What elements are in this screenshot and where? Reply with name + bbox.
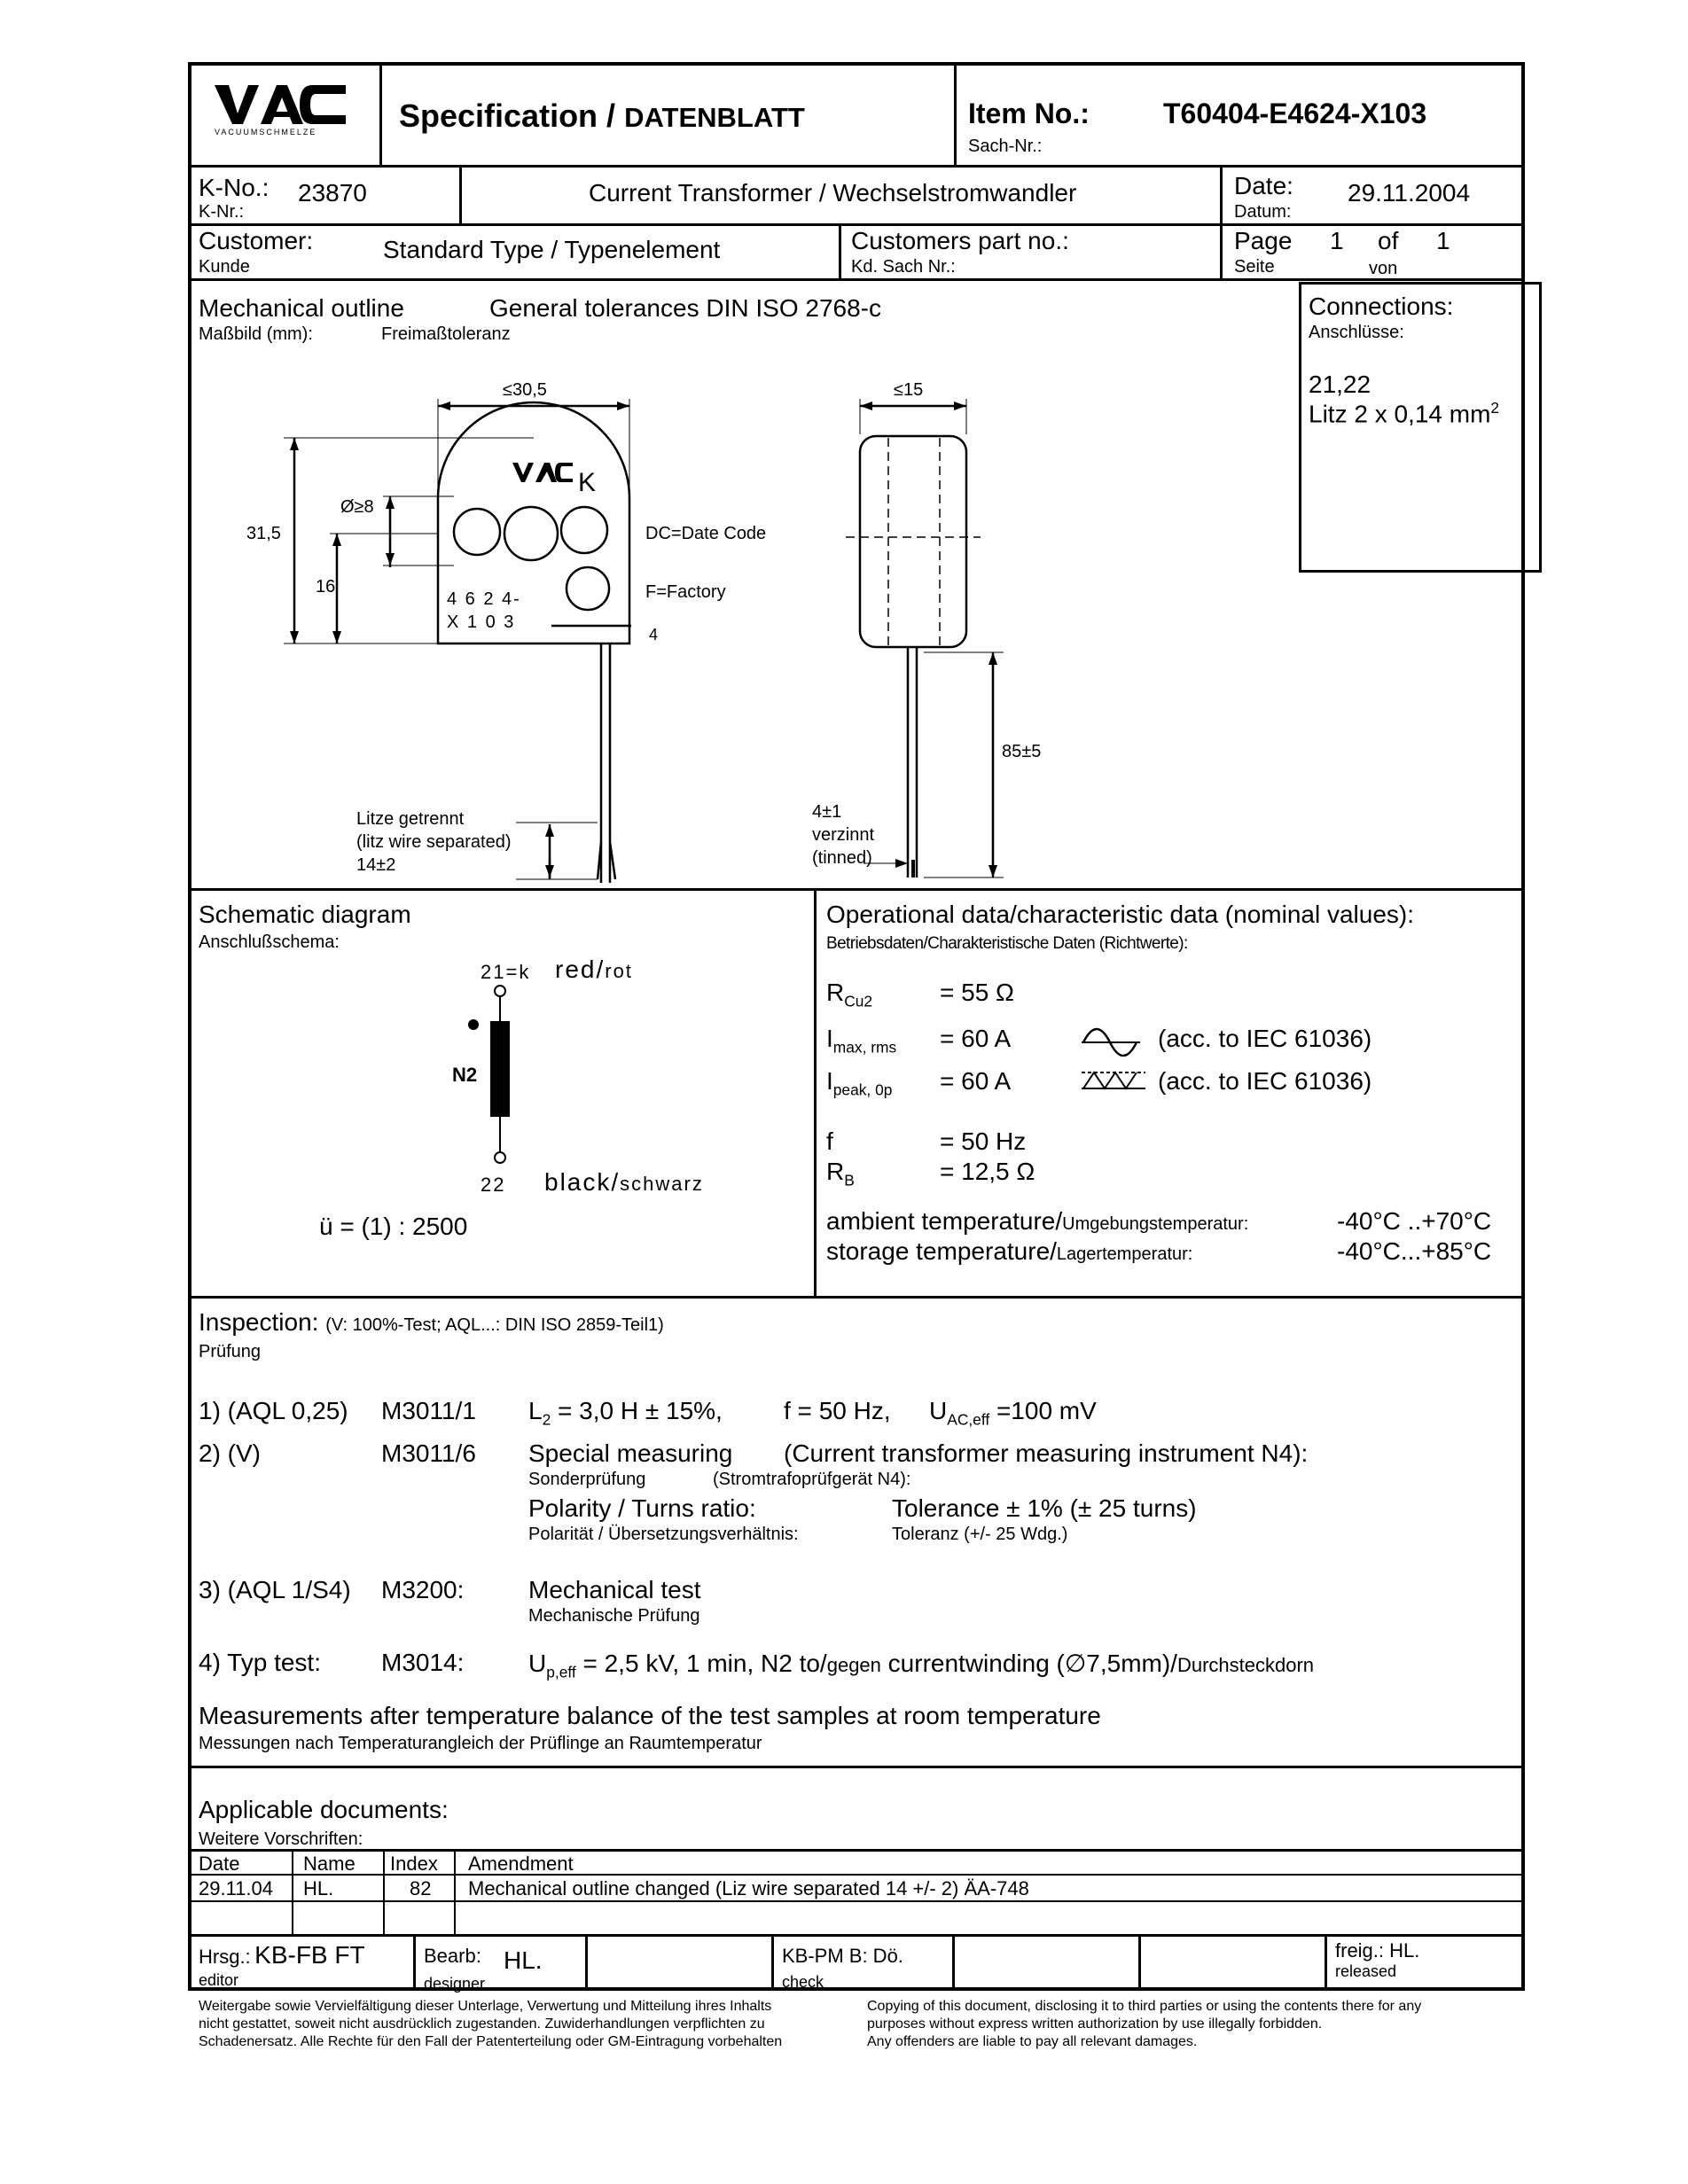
ambient-value: -40°C ..+70°C	[1337, 1207, 1492, 1235]
measurements-note: Measurements after temperature balance of the test samples at room temperature	[199, 1702, 1101, 1729]
insp3-test: Mechanical test	[528, 1576, 701, 1603]
insp1-frequency: f = 50 Hz,	[784, 1397, 891, 1424]
schematic-top-pin: 21=k	[481, 961, 531, 983]
op-note-ipeak: (acc. to IEC 61036)	[1158, 1067, 1372, 1095]
schematic-title: Schematic diagram	[199, 901, 411, 928]
vrule-item	[954, 62, 957, 167]
vac-logo-icon	[213, 83, 355, 136]
svg-text:4±1: 4±1	[812, 802, 842, 822]
vrule-f4	[952, 1934, 955, 1991]
winding-label: N2	[452, 1064, 478, 1086]
insp4-code: M3014:	[381, 1649, 465, 1676]
op-val-ipeak: = 60 A	[940, 1067, 1012, 1095]
insp1-inductance: $L_2 = 3,0$ H ± 15%,	[528, 1397, 723, 1429]
op-sym-f: f	[826, 1127, 833, 1155]
op-title-sub: Betriebsdaten/Charakteristische Daten (Richtwerte):	[826, 934, 1188, 953]
schematic-bottom-pin: 22	[481, 1174, 506, 1196]
measurements-note-sub: Messungen nach Temperaturangleich der Prüflinge an Raumtemperatur	[199, 1734, 762, 1753]
schematic-sub: Anschlußschema:	[199, 932, 340, 952]
svg-text:4: 4	[649, 626, 659, 644]
insp2-polarity: Polarity / Turns ratio:	[528, 1494, 756, 1522]
sine-wave-icon	[1080, 1025, 1142, 1057]
mech-title: Mechanical outline	[199, 294, 404, 322]
svg-text:(litz wire separated): (litz wire separated)	[356, 832, 512, 852]
rule-row2	[188, 278, 1525, 281]
page-sub: Seite	[1234, 257, 1275, 277]
op-title: Operational data/characteristic data (nominal values):	[826, 901, 1415, 928]
vrule-doc-name	[292, 1849, 293, 1934]
insp4-test: $U_{p,eff} = 2,5$ kV, 1 min, N2 to/gegen currentwinding (∅7,5mm)/Durchsteckdorn	[528, 1650, 1315, 1681]
peak-wave-icon	[1080, 1067, 1147, 1094]
insp2-test: Special measuring	[528, 1439, 733, 1467]
item-value: T60404-E4624-X103	[1163, 98, 1427, 129]
inspection-sub: Prüfung	[199, 1342, 262, 1361]
vrule-f2	[585, 1934, 588, 1991]
doc-head-date: Date	[199, 1852, 240, 1875]
svg-text:verzinnt: verzinnt	[812, 825, 875, 845]
mech-title-sub: Maßbild (mm):	[199, 324, 313, 344]
customer-value: Standard Type / Typenelement	[383, 236, 721, 263]
insp2-index: 2) (V)	[199, 1439, 261, 1467]
page-label: Page	[1234, 227, 1293, 254]
doc-row-amendment: Mechanical outline changed (Liz wire separated 14 +/- 2) ÄA-748	[468, 1877, 1029, 1899]
op-note-imax: (acc. to IEC 61036)	[1158, 1025, 1372, 1052]
check-label: KB-PM B: Dö.	[782, 1945, 903, 1967]
svg-text:Litze getrennt: Litze getrennt	[356, 809, 465, 829]
legal-german: Weitergabe sowie Vervielfältigung dieser Unterlage, Verwertung und Mitteilung ihres Inhalts nicht gestattet, soweit nicht ausdrücklich zugestanden. Zuwiderhandlungen verpflichten zu Schadenersatz. Alle Rechte für den Fall der Patenterteilung oder GM-Eintragung vorbehalten	[199, 1999, 783, 2049]
op-sym-rcu: $R_{Cu2}$	[826, 979, 873, 1010]
page-total: 1	[1436, 227, 1450, 254]
op-val-rcu: = 55 Ω	[940, 979, 1014, 1006]
schematic-bottom-color: black/schwarz	[544, 1168, 704, 1196]
date-label: Date:	[1234, 172, 1293, 199]
svg-text:F=Factory: F=Factory	[645, 582, 726, 602]
storage-value: -40°C...+85°C	[1337, 1237, 1492, 1265]
date-value: 29.11.2004	[1348, 179, 1471, 207]
connections-wire: Litz 2 x 0,14 $mm^2$	[1309, 399, 1500, 428]
freig-sub: released	[1335, 1962, 1397, 1980]
page-of: of	[1378, 227, 1399, 254]
vrule-f5	[1138, 1934, 1141, 1991]
doc-row-date: 29.11.04	[199, 1877, 274, 1899]
op-sym-imax: $I_{max, rms}$	[826, 1025, 897, 1057]
svg-text:≤30,5: ≤30,5	[503, 380, 547, 400]
insp2-code: M3011/6	[381, 1439, 476, 1467]
vrule-schematic	[814, 888, 817, 1298]
svg-text:≤15: ≤15	[894, 380, 924, 400]
page-num: 1	[1330, 227, 1344, 254]
bearb-label: Bearb:	[424, 1945, 481, 1967]
op-sym-rb: $R_B$	[826, 1158, 855, 1190]
vrule-f6	[1325, 1934, 1327, 1991]
vrule-doc-index	[383, 1849, 385, 1934]
doc-head-name: Name	[303, 1852, 356, 1875]
svg-text:4 6 2 4-: 4 6 2 4-	[447, 589, 521, 609]
insp3-code: M3200:	[381, 1576, 465, 1603]
hrsg-label: Hrsg.: KB-FB FT	[199, 1941, 365, 1969]
insp3-test-sub: Mechanische Prüfung	[528, 1606, 700, 1626]
vrule-logo	[379, 62, 382, 167]
doc-head-amendment: Amendment	[468, 1852, 574, 1875]
product-name: Current Transformer / Wechselstromwandler	[589, 179, 1077, 207]
check-sub: check	[782, 1973, 824, 1991]
documents-sub: Weitere Vorschriften:	[199, 1829, 363, 1849]
connections-pins: 21,22	[1309, 370, 1372, 398]
vrule-f1	[413, 1934, 416, 1991]
part-sub: Kd. Sach Nr.:	[851, 257, 956, 277]
date-sub: Datum:	[1234, 202, 1292, 222]
rule-op	[188, 1296, 1525, 1299]
doc-row-index: 82	[410, 1877, 432, 1899]
doc-row-name: HL.	[303, 1877, 334, 1899]
connections-sub: Anschlüsse:	[1309, 323, 1404, 342]
rule-docs	[188, 1849, 1525, 1852]
rule-doc-row	[188, 1900, 1525, 1902]
rule-insp	[188, 1766, 1525, 1768]
svg-text:85±5: 85±5	[1002, 742, 1042, 761]
insp1-index: 1) (AQL 0,25)	[199, 1397, 348, 1424]
connections-title: Connections:	[1309, 292, 1454, 320]
svg-text:(tinned): (tinned)	[812, 848, 872, 868]
storage-label: storage temperature/Lagertemperatur:	[826, 1237, 1193, 1265]
vrule-f3	[771, 1934, 774, 1991]
documents-title: Applicable documents:	[199, 1796, 449, 1823]
insp1-code: M3011/1	[381, 1397, 476, 1424]
svg-text:DC=Date Code: DC=Date Code	[645, 524, 767, 543]
item-sub: Sach-Nr.:	[968, 136, 1043, 156]
rule-header	[188, 165, 1525, 168]
schematic-top-color: red/rot	[555, 956, 633, 983]
mechanical-drawing	[188, 363, 1296, 886]
doc-title: Specification / DATENBLATT	[399, 98, 805, 134]
part-label: Customers part no.:	[851, 227, 1069, 254]
kno-label: K-No.:	[199, 174, 270, 201]
insp2-instrument-sub: (Stromtrafoprüfgerät N4):	[713, 1470, 911, 1489]
vrule-kno	[459, 165, 462, 225]
bearb-value: HL.	[504, 1946, 543, 1974]
insp2-tolerance: Tolerance ± 1% (± 25 turns)	[892, 1494, 1197, 1522]
insp3-index: 3) (AQL 1/S4)	[199, 1576, 351, 1603]
ambient-label: ambient temperature/Umgebungstemperatur:	[826, 1207, 1249, 1235]
bearb-sub: designer	[424, 1975, 486, 1993]
doc-head-index: Index	[390, 1852, 438, 1875]
rule-doc-head	[188, 1874, 1525, 1876]
page-von: von	[1369, 259, 1398, 278]
svg-text:X 1 0 3: X 1 0 3	[447, 612, 516, 632]
insp1-voltage: $U_{AC,eff} =100$ mV	[929, 1397, 1097, 1429]
op-sym-ipeak: $I_{peak, 0p}$	[826, 1067, 893, 1099]
vac-logo-sub: VACUUMSCHMELZE	[215, 128, 317, 136]
kno-value: 23870	[298, 179, 367, 207]
item-label: Item No.:	[968, 98, 1090, 129]
insp2-test-sub: Sonderprüfung	[528, 1470, 646, 1489]
svg-text:K: K	[578, 468, 597, 497]
vrule-date	[1220, 165, 1223, 280]
kno-sub: K-Nr.:	[199, 202, 245, 222]
insp2-polarity-sub: Polarität / Übersetzungsverhältnis:	[528, 1525, 799, 1544]
vrule-part	[839, 223, 841, 280]
op-val-f: = 50 Hz	[940, 1127, 1027, 1155]
op-val-imax: = 60 A	[940, 1025, 1012, 1052]
svg-text:Ø≥8: Ø≥8	[340, 497, 374, 517]
insp4-index: 4) Typ test:	[199, 1649, 321, 1676]
customer-label: Customer:	[199, 227, 314, 254]
insp2-tolerance-sub: Toleranz (+/- 25 Wdg.)	[892, 1525, 1068, 1544]
side-view-body	[860, 436, 966, 647]
insp2-instrument: (Current transformer measuring instrument N4):	[784, 1439, 1309, 1467]
vrule-doc-amend	[454, 1849, 456, 1934]
svg-text:31,5: 31,5	[246, 524, 281, 543]
hrsg-sub: editor	[199, 1971, 239, 1989]
freig-label: freig.: HL.	[1335, 1939, 1420, 1962]
op-val-rb: = 12,5 Ω	[940, 1158, 1035, 1185]
svg-text:14±2: 14±2	[356, 855, 396, 875]
customer-sub: Kunde	[199, 257, 250, 277]
rule-mech	[188, 888, 1525, 891]
turns-ratio: ü = (1) : 2500	[319, 1213, 468, 1240]
mech-tolerance-sub: Freimaßtoleranz	[381, 324, 511, 344]
inspection-title: Inspection: (V: 100%-Test; AQL...: DIN ISO 2859-Teil1)	[199, 1308, 664, 1336]
svg-text:16: 16	[316, 577, 336, 597]
legal-english: Copying of this document, disclosing it to third parties or using the contents there for any purposes without express written authorization by use illegally forbidden. Any offenders are liable to pay all relevant damages.	[867, 1999, 1422, 2049]
mech-tolerance: General tolerances DIN ISO 2768-c	[489, 294, 881, 322]
rule-row1	[188, 223, 1525, 226]
